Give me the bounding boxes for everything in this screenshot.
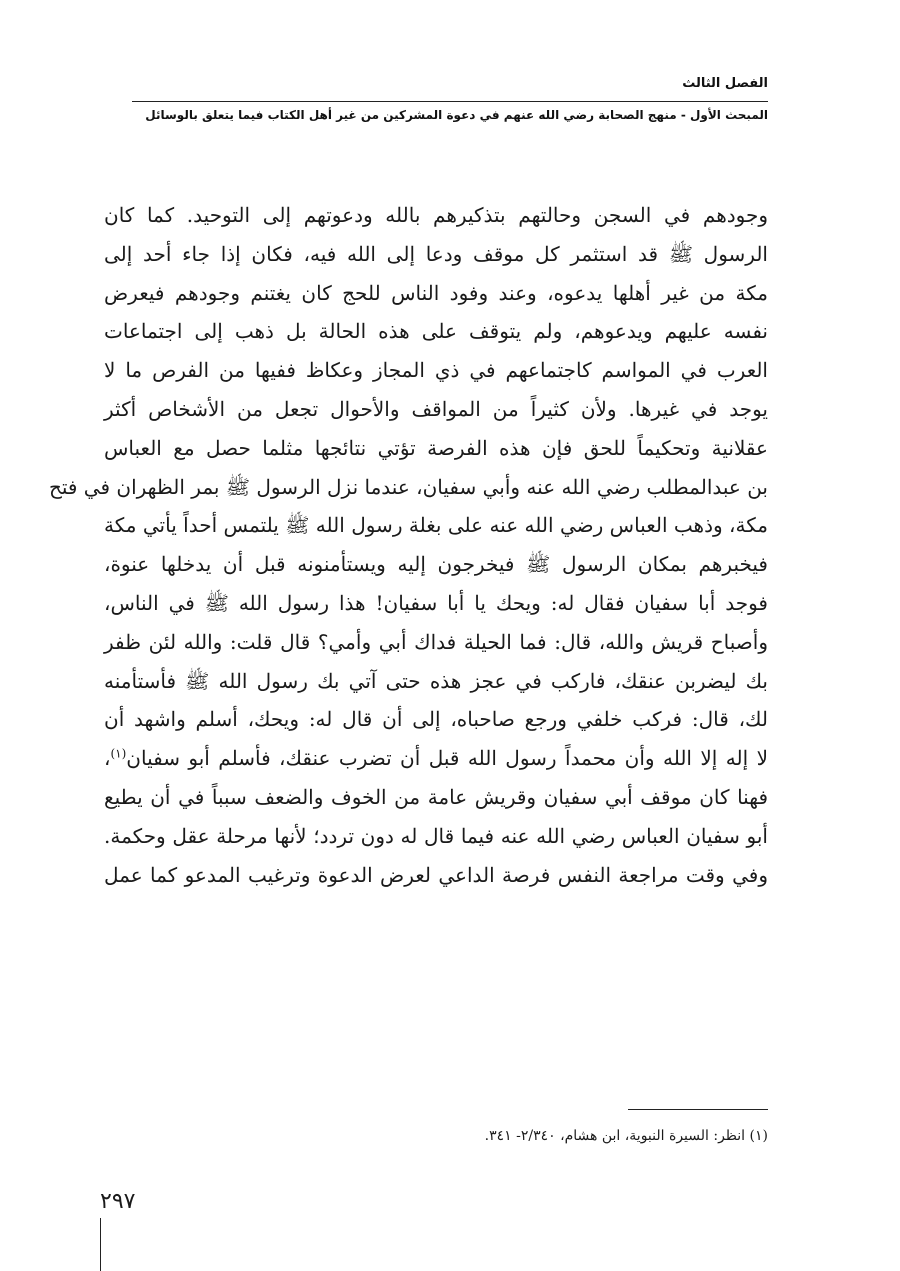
- body-line-3: مكة من غير أهلها يدعوه، وعند وفود الناس للحج كان يغتنم وجودهم فيعرض: [104, 280, 768, 305]
- footnote-marker[interactable]: (١): [110, 746, 127, 761]
- section-title: المبحث الأول - منهج الصحابة رضي الله عنهم في دعوة المشركين من غير أهل الكتاب فيما يتعلق بالوسائل: [145, 108, 768, 122]
- body-line-12: وأصباح قريش والله، قال: فما الحيلة فداك أبي وأمي؟ قال قلت: والله لئن ظفر: [104, 629, 768, 654]
- body-line-16: فهنا كان موقف أبي سفيان وقريش عامة من الخوف والضعف سبباً في أن يطيع: [104, 784, 769, 809]
- body-line-17: أبو سفيان العباس رضي الله عنه فيما قال له دون تردد؛ لأنها مرحلة عقل وحكمة.: [104, 823, 768, 848]
- footnote-divider: [628, 1109, 768, 1110]
- body-line-13: بك ليضربن عنقك، فاركب في عجز هذه حتى آتي بك رسول الله ﷺ فأستأمنه: [104, 668, 768, 693]
- body-line-8: بن عبدالمطلب رضي الله عنه وأبي سفيان، عندما نزل الرسول ﷺ بمر الظهران في فتح: [48, 474, 768, 499]
- body-line-4: نفسه عليهم ويدعوهم، ولم يتوقف على هذه الحالة بل ذهب إلى اجتماعات: [104, 319, 768, 344]
- body-line-15: [104, 739, 768, 778]
- header-divider: [132, 101, 768, 102]
- body-line-15-text: لا إله إلا الله وأن محمداً رسول الله قبل أن تضرب عنقك، فأسلم أبو سفيان: [126, 746, 768, 771]
- body-line-6: يوجد في غيرها. ولأن كثيراً من المواقف والأحوال تجعل من الأشخاص أكثر: [104, 396, 768, 421]
- body-line-11: فوجد أبا سفيان فقال له: ويحك يا أبا سفيان! هذا رسول الله ﷺ في الناس،: [104, 590, 768, 615]
- body-line-10: فيخبرهم بمكان الرسول ﷺ فيخرجون إليه ويستأمنونه قبل أن يدخلها عنوة،: [104, 552, 768, 577]
- body-line-5: العرب في المواسم كاجتماعهم في ذي المجاز وعكاظ ففيها من الفرص ما لا: [104, 358, 768, 383]
- margin-rule: [100, 1218, 101, 1271]
- body-line-9: مكة، وذهب العباس رضي الله عنه على بغلة رسول الله ﷺ يلتمس أحداً يأتي مكة: [104, 513, 768, 538]
- body-line-2: الرسول ﷺ قد استثمر كل موقف ودعا إلى الله فيه، فكان إذا جاء أحد إلى: [104, 241, 768, 266]
- running-header: [132, 74, 768, 94]
- body-line-14: لك، قال: فركب خلفي ورجع صاحباه، إلى أن قال له: ويحك، أسلم واشهد أن: [104, 707, 768, 732]
- page-number: ٢٩٧: [100, 1189, 136, 1214]
- footnote: (١) انظر: السيرة النبوية، ابن هشام، ٢/٣٤٠- ٣٤١.: [484, 1128, 768, 1144]
- body-line-1: وجودهم في السجن وحالتهم بتذكيرهم بالله ودعوتهم إلى التوحيد. كما كان: [104, 203, 768, 227]
- body-line-7: عقلانية وتحكيماً للحق فإن هذه الفرصة تؤتي نتائجها مثلما حصل مع العباس: [104, 435, 768, 460]
- body-line-18: وفي وقت مراجعة النفس فرصة الداعي لعرض الدعوة وترغيب المدعو كما عمل: [104, 862, 768, 887]
- body-line-15-tail: ،: [104, 746, 111, 771]
- body-text: [48, 196, 769, 894]
- chapter-title: الفصل الثالث: [682, 76, 768, 91]
